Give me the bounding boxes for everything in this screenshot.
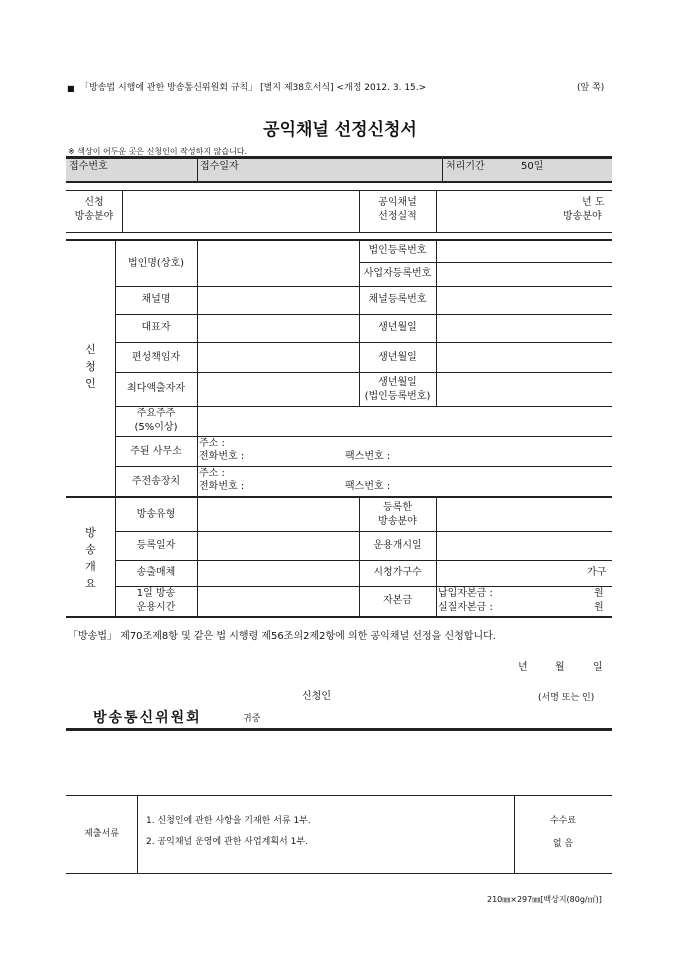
processing-period-value: 50일 [521,161,544,172]
broadcast-section-label-2: 송 [85,543,96,556]
reg-field-label-1: 등록한 [383,502,412,513]
recipient-suffix: 귀중 [243,714,261,724]
editor-birth-label: 생년월일 [378,352,417,363]
biz-reg-no-label: 사업자등록번호 [363,268,432,279]
households-input[interactable] [437,561,612,586]
field-input[interactable] [123,191,358,231]
receipt-date-label: 접수일자 [200,161,239,172]
editor-label: 편성책임자 [131,352,181,363]
real-capital-unit: 원 [594,602,604,613]
main-shareholder-input[interactable] [198,407,612,435]
record-label-line1: 공익채널 [378,197,417,208]
processing-period-label: 처리기간 [446,161,485,172]
main-shareholder-label-2: (5%이상) [134,422,178,433]
transmitter-address-label: 주소 : [199,468,225,479]
media-input[interactable] [198,561,358,586]
applicant-section-label-2: 청 [85,360,96,373]
editor-input[interactable] [198,343,358,372]
corp-reg-no-label: 법인등록번호 [368,245,427,256]
header-regulation: 「방송법 시행에 관한 방송통신위원회 규칙」 [별지 제38호서식] <개정 2012. 3. 15.> [80,83,427,93]
real-capital-label: 실질자본금 : [438,602,493,613]
form-title: 공익채널 선정신청서 [263,120,417,140]
broadcast-type-label: 방송유형 [136,509,176,520]
transmitter-input[interactable] [198,467,612,495]
capital-input[interactable] [437,587,612,615]
reg-field-input[interactable] [437,499,612,530]
media-label: 송출매체 [136,567,176,578]
representative-birth-input[interactable] [437,315,612,342]
header-bullet: ■ [67,84,75,93]
office-tel-label: 전화번호 : [199,451,245,462]
docs-item-1: 1. 신청인에 관한 사항을 기재한 서류 1부. [146,816,311,826]
representative-birth-label: 생년월일 [378,322,417,333]
paid-capital-unit: 원 [594,588,604,599]
capital-label: 자본금 [383,595,412,606]
corp-reg-no-input[interactable] [437,241,612,262]
applicant-section-label-3: 인 [85,377,96,390]
hours-label-2: 운용시간 [136,602,176,613]
docs-item-2: 2. 공익채널 운영에 관한 사업계획서 1부. [146,837,308,847]
broadcast-section-label-1: 방 [85,526,96,539]
header-side: (앞 쪽) [577,83,605,93]
docs-label: 제출서류 [84,829,119,839]
field-label-line2: 방송분야 [74,211,114,222]
paper-size: 210㎜×297㎜[백상지(80g/㎡)] [487,895,602,904]
office-fax-label: 팩스번호 : [345,451,391,462]
representative-label: 대표자 [141,322,171,333]
corp-name-input[interactable] [198,241,358,286]
transmitter-fax-label: 팩스번호 : [345,481,391,492]
corp-name-label: 법인명(상호) [127,258,185,269]
paid-capital-label: 납입자본금 : [438,588,493,599]
investor-birth-label-2: (법인등록번호) [364,391,431,402]
transmitter-label: 주전송장치 [131,476,181,487]
transmitter-tel-label: 전화번호 : [199,481,245,492]
field-unit: 방송분야 [563,211,602,222]
households-label: 시청가구수 [373,567,422,578]
date-day-unit: 일 [593,662,603,673]
office-label: 주된 사무소 [130,446,182,457]
start-date-label: 운용개시일 [373,540,422,551]
biz-reg-no-input[interactable] [437,263,612,286]
channel-name-input[interactable] [198,287,358,314]
main-shareholder-label-1: 주요주주 [136,408,176,419]
receipt-number-label: 접수번호 [69,161,108,172]
office-input[interactable] [198,437,612,465]
office-address-label: 주소 : [199,438,225,449]
households-unit: 가구 [587,567,607,578]
start-date-input[interactable] [437,532,612,559]
major-investor-input[interactable] [198,373,358,405]
broadcast-section-label-3: 개 [85,560,96,573]
hours-input[interactable] [198,587,358,615]
broadcast-section-label-4: 요 [85,577,96,590]
application-statement: 「방송법」 제70조제8항 및 같은 법 시행령 제56조의2제2항에 의한 공익채널 선정을 신청합니다. [68,631,496,642]
investor-birth-input[interactable] [437,373,612,405]
reg-date-input[interactable] [198,532,358,559]
date-month-unit: 월 [555,662,565,673]
date-year-unit: 년 [518,662,528,673]
major-investor-label: 최다액출자자 [127,383,185,394]
form-note: ※ 색상이 어두운 곳은 신청인이 작성하지 않습니다. [68,147,248,156]
applicant-sign-label: 신청인 [302,691,331,702]
reg-field-label-2: 방송분야 [378,516,417,527]
representative-input[interactable] [198,315,358,342]
applicant-section-label-1: 신 [85,343,96,356]
channel-reg-no-input[interactable] [437,287,612,314]
investor-birth-label-1: 생년월일 [378,377,417,388]
editor-birth-input[interactable] [437,343,612,372]
recipient: 방송통신위원회 [93,710,202,726]
field-label-line1: 신청 [84,197,104,208]
sign-note: (서명 또는 인) [538,693,595,703]
channel-name-label: 채널명 [141,294,171,305]
year-unit: 년 도 [582,197,605,208]
hours-label-1: 1일 방송 [136,588,176,599]
reg-date-label: 등록일자 [136,540,176,551]
fee-value: 없 음 [552,839,574,849]
record-label-line2: 선정실적 [378,211,417,222]
fee-label: 수수료 [549,816,577,826]
broadcast-type-input[interactable] [198,499,358,530]
channel-reg-no-label: 채널등록번호 [368,294,427,305]
